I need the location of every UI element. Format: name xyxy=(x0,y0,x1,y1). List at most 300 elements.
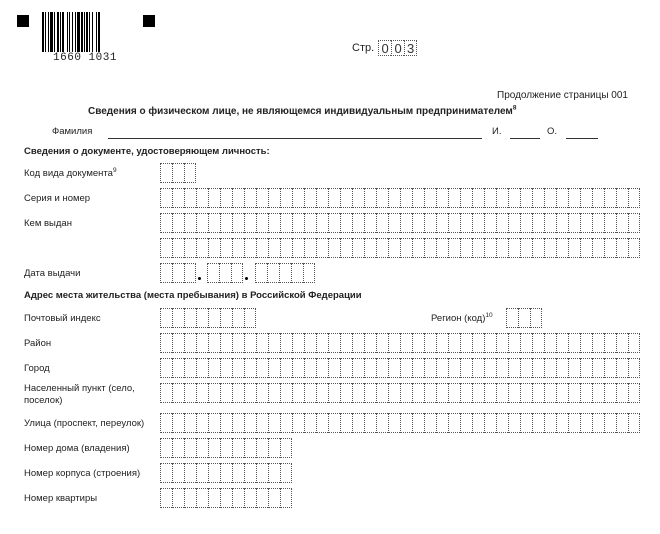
input-cell[interactable] xyxy=(220,438,232,458)
input-cell[interactable] xyxy=(184,463,196,483)
input-cell[interactable] xyxy=(460,213,472,233)
input-cell[interactable] xyxy=(568,358,580,378)
postal-code-cells[interactable] xyxy=(160,308,256,328)
house-cells[interactable] xyxy=(160,438,292,458)
input-cell[interactable] xyxy=(292,383,304,403)
input-cell[interactable] xyxy=(376,333,388,353)
input-cell[interactable] xyxy=(184,213,196,233)
input-cell[interactable] xyxy=(292,358,304,378)
input-cell[interactable] xyxy=(520,238,532,258)
input-cell[interactable] xyxy=(484,358,496,378)
series-number-cells[interactable] xyxy=(160,188,640,208)
input-cell[interactable] xyxy=(256,333,268,353)
input-cell[interactable] xyxy=(280,238,292,258)
input-cell[interactable] xyxy=(388,333,400,353)
input-cell[interactable] xyxy=(244,488,256,508)
input-cell[interactable] xyxy=(568,413,580,433)
input-cell[interactable] xyxy=(280,213,292,233)
patronymic-initial-field[interactable] xyxy=(566,138,598,139)
input-cell[interactable] xyxy=(400,383,412,403)
input-cell[interactable] xyxy=(580,383,592,403)
input-cell[interactable] xyxy=(304,238,316,258)
input-cell[interactable] xyxy=(436,333,448,353)
input-cell[interactable] xyxy=(496,333,508,353)
building-cells[interactable] xyxy=(160,463,292,483)
input-cell[interactable] xyxy=(316,358,328,378)
input-cell[interactable] xyxy=(364,413,376,433)
input-cell[interactable] xyxy=(436,238,448,258)
input-cell[interactable] xyxy=(172,188,184,208)
input-cell[interactable] xyxy=(628,383,640,403)
input-cell[interactable] xyxy=(292,333,304,353)
input-cell[interactable] xyxy=(220,188,232,208)
input-cell[interactable] xyxy=(592,333,604,353)
input-cell[interactable] xyxy=(436,413,448,433)
input-cell[interactable] xyxy=(328,413,340,433)
input-cell[interactable] xyxy=(340,413,352,433)
input-cell[interactable] xyxy=(280,438,292,458)
input-cell[interactable] xyxy=(604,383,616,403)
input-cell[interactable] xyxy=(376,413,388,433)
input-cell[interactable] xyxy=(160,438,172,458)
input-cell[interactable] xyxy=(208,413,220,433)
input-cell[interactable] xyxy=(616,358,628,378)
issued-by-cells-line2[interactable] xyxy=(160,238,640,258)
input-cell[interactable] xyxy=(352,213,364,233)
input-cell[interactable] xyxy=(196,488,208,508)
input-cell[interactable] xyxy=(232,238,244,258)
input-cell[interactable] xyxy=(556,238,568,258)
input-cell[interactable] xyxy=(160,188,172,208)
input-cell[interactable] xyxy=(412,213,424,233)
input-cell[interactable] xyxy=(208,358,220,378)
input-cell[interactable] xyxy=(328,188,340,208)
input-cell[interactable] xyxy=(388,358,400,378)
input-cell[interactable] xyxy=(628,238,640,258)
input-cell[interactable] xyxy=(328,213,340,233)
input-cell[interactable] xyxy=(532,383,544,403)
input-cell[interactable] xyxy=(518,308,530,328)
input-cell[interactable] xyxy=(208,383,220,403)
input-cell[interactable] xyxy=(268,188,280,208)
input-cell[interactable] xyxy=(388,238,400,258)
input-cell[interactable] xyxy=(412,238,424,258)
input-cell[interactable] xyxy=(436,383,448,403)
input-cell[interactable] xyxy=(160,213,172,233)
input-cell[interactable] xyxy=(231,263,243,283)
input-cell[interactable] xyxy=(592,413,604,433)
input-cell[interactable] xyxy=(352,413,364,433)
input-cell[interactable] xyxy=(160,308,172,328)
input-cell[interactable] xyxy=(352,358,364,378)
input-cell[interactable] xyxy=(448,383,460,403)
input-cell[interactable] xyxy=(172,308,184,328)
input-cell[interactable] xyxy=(364,333,376,353)
input-cell[interactable] xyxy=(232,413,244,433)
input-cell[interactable] xyxy=(340,188,352,208)
input-cell[interactable] xyxy=(544,238,556,258)
input-cell[interactable] xyxy=(412,333,424,353)
input-cell[interactable] xyxy=(172,163,184,183)
input-cell[interactable] xyxy=(279,263,291,283)
input-cell[interactable] xyxy=(328,238,340,258)
input-cell[interactable] xyxy=(172,413,184,433)
input-cell[interactable] xyxy=(172,488,184,508)
input-cell[interactable] xyxy=(530,308,542,328)
input-cell[interactable] xyxy=(580,213,592,233)
input-cell[interactable] xyxy=(184,333,196,353)
input-cell[interactable] xyxy=(328,383,340,403)
input-cell[interactable] xyxy=(184,263,196,283)
input-cell[interactable] xyxy=(316,333,328,353)
input-cell[interactable] xyxy=(604,333,616,353)
input-cell[interactable] xyxy=(280,383,292,403)
input-cell[interactable] xyxy=(304,188,316,208)
input-cell[interactable] xyxy=(448,413,460,433)
input-cell[interactable] xyxy=(292,238,304,258)
input-cell[interactable] xyxy=(508,383,520,403)
input-cell[interactable] xyxy=(328,333,340,353)
input-cell[interactable] xyxy=(580,333,592,353)
input-cell[interactable] xyxy=(496,238,508,258)
city-cells[interactable] xyxy=(160,358,640,378)
input-cell[interactable] xyxy=(472,358,484,378)
input-cell[interactable] xyxy=(616,413,628,433)
doc-type-cells[interactable] xyxy=(160,163,196,183)
input-cell[interactable] xyxy=(616,333,628,353)
input-cell[interactable] xyxy=(208,463,220,483)
district-cells[interactable] xyxy=(160,333,640,353)
input-cell[interactable] xyxy=(196,383,208,403)
input-cell[interactable] xyxy=(376,213,388,233)
input-cell[interactable] xyxy=(388,383,400,403)
input-cell[interactable] xyxy=(472,188,484,208)
input-cell[interactable] xyxy=(472,413,484,433)
input-cell[interactable] xyxy=(412,188,424,208)
input-cell[interactable] xyxy=(556,333,568,353)
input-cell[interactable] xyxy=(340,213,352,233)
input-cell[interactable] xyxy=(628,358,640,378)
input-cell[interactable] xyxy=(291,263,303,283)
input-cell[interactable] xyxy=(472,238,484,258)
input-cell[interactable] xyxy=(220,488,232,508)
input-cell[interactable] xyxy=(280,413,292,433)
input-cell[interactable] xyxy=(496,413,508,433)
input-cell[interactable] xyxy=(316,383,328,403)
input-cell[interactable] xyxy=(340,238,352,258)
input-cell[interactable] xyxy=(196,213,208,233)
input-cell[interactable] xyxy=(460,383,472,403)
input-cell[interactable] xyxy=(616,238,628,258)
input-cell[interactable] xyxy=(268,238,280,258)
input-cell[interactable] xyxy=(364,358,376,378)
input-cell[interactable] xyxy=(160,163,172,183)
input-cell[interactable] xyxy=(364,238,376,258)
input-cell[interactable] xyxy=(592,238,604,258)
input-cell[interactable] xyxy=(256,238,268,258)
input-cell[interactable] xyxy=(388,413,400,433)
input-cell[interactable] xyxy=(196,413,208,433)
input-cell[interactable] xyxy=(292,413,304,433)
input-cell[interactable] xyxy=(172,263,184,283)
apartment-cells[interactable] xyxy=(160,488,292,508)
input-cell[interactable] xyxy=(568,238,580,258)
input-cell[interactable] xyxy=(340,358,352,378)
input-cell[interactable] xyxy=(160,463,172,483)
input-cell[interactable] xyxy=(544,188,556,208)
input-cell[interactable] xyxy=(316,413,328,433)
input-cell[interactable] xyxy=(220,383,232,403)
input-cell[interactable] xyxy=(400,238,412,258)
input-cell[interactable] xyxy=(400,413,412,433)
input-cell[interactable] xyxy=(280,463,292,483)
input-cell[interactable] xyxy=(232,463,244,483)
input-cell[interactable] xyxy=(172,463,184,483)
input-cell[interactable] xyxy=(436,188,448,208)
input-cell[interactable] xyxy=(604,188,616,208)
input-cell[interactable] xyxy=(208,213,220,233)
issue-month-cells[interactable] xyxy=(207,263,243,283)
input-cell[interactable] xyxy=(244,438,256,458)
input-cell[interactable] xyxy=(424,413,436,433)
input-cell[interactable] xyxy=(220,213,232,233)
input-cell[interactable] xyxy=(256,358,268,378)
input-cell[interactable] xyxy=(448,238,460,258)
input-cell[interactable] xyxy=(303,263,315,283)
input-cell[interactable] xyxy=(256,188,268,208)
input-cell[interactable] xyxy=(160,383,172,403)
input-cell[interactable] xyxy=(472,213,484,233)
input-cell[interactable] xyxy=(520,413,532,433)
input-cell[interactable] xyxy=(616,188,628,208)
input-cell[interactable] xyxy=(196,308,208,328)
input-cell[interactable] xyxy=(172,213,184,233)
input-cell[interactable] xyxy=(208,438,220,458)
input-cell[interactable] xyxy=(460,333,472,353)
issue-year-cells[interactable] xyxy=(255,263,315,283)
input-cell[interactable] xyxy=(520,383,532,403)
input-cell[interactable] xyxy=(220,308,232,328)
input-cell[interactable] xyxy=(532,358,544,378)
input-cell[interactable] xyxy=(388,213,400,233)
input-cell[interactable] xyxy=(196,333,208,353)
input-cell[interactable] xyxy=(256,488,268,508)
input-cell[interactable] xyxy=(256,213,268,233)
input-cell[interactable] xyxy=(448,333,460,353)
input-cell[interactable] xyxy=(616,213,628,233)
input-cell[interactable] xyxy=(256,463,268,483)
input-cell[interactable] xyxy=(532,213,544,233)
input-cell[interactable] xyxy=(244,213,256,233)
input-cell[interactable] xyxy=(268,383,280,403)
input-cell[interactable] xyxy=(268,463,280,483)
input-cell[interactable] xyxy=(219,263,231,283)
input-cell[interactable] xyxy=(508,188,520,208)
input-cell[interactable] xyxy=(184,238,196,258)
input-cell[interactable] xyxy=(208,308,220,328)
input-cell[interactable] xyxy=(244,383,256,403)
input-cell[interactable] xyxy=(268,213,280,233)
input-cell[interactable] xyxy=(460,238,472,258)
input-cell[interactable] xyxy=(208,488,220,508)
input-cell[interactable] xyxy=(184,383,196,403)
input-cell[interactable] xyxy=(412,413,424,433)
input-cell[interactable] xyxy=(232,358,244,378)
input-cell[interactable] xyxy=(460,413,472,433)
input-cell[interactable] xyxy=(520,188,532,208)
input-cell[interactable] xyxy=(484,413,496,433)
input-cell[interactable] xyxy=(268,488,280,508)
input-cell[interactable] xyxy=(280,188,292,208)
input-cell[interactable] xyxy=(220,463,232,483)
input-cell[interactable] xyxy=(508,413,520,433)
input-cell[interactable] xyxy=(412,383,424,403)
input-cell[interactable] xyxy=(556,358,568,378)
input-cell[interactable] xyxy=(220,238,232,258)
input-cell[interactable] xyxy=(280,488,292,508)
input-cell[interactable] xyxy=(364,188,376,208)
input-cell[interactable] xyxy=(544,333,556,353)
input-cell[interactable] xyxy=(172,438,184,458)
input-cell[interactable] xyxy=(184,438,196,458)
name-initial-field[interactable] xyxy=(510,138,540,139)
input-cell[interactable] xyxy=(268,413,280,433)
input-cell[interactable] xyxy=(436,213,448,233)
input-cell[interactable] xyxy=(244,238,256,258)
input-cell[interactable] xyxy=(506,308,518,328)
input-cell[interactable] xyxy=(352,188,364,208)
input-cell[interactable] xyxy=(160,238,172,258)
issued-by-cells-line1[interactable] xyxy=(160,213,640,233)
input-cell[interactable] xyxy=(544,358,556,378)
input-cell[interactable] xyxy=(184,488,196,508)
input-cell[interactable] xyxy=(244,413,256,433)
input-cell[interactable] xyxy=(316,238,328,258)
input-cell[interactable] xyxy=(280,333,292,353)
input-cell[interactable] xyxy=(412,358,424,378)
input-cell[interactable] xyxy=(448,188,460,208)
input-cell[interactable] xyxy=(580,188,592,208)
input-cell[interactable] xyxy=(400,188,412,208)
input-cell[interactable] xyxy=(424,213,436,233)
input-cell[interactable] xyxy=(220,358,232,378)
input-cell[interactable] xyxy=(508,238,520,258)
input-cell[interactable] xyxy=(304,383,316,403)
input-cell[interactable] xyxy=(340,333,352,353)
input-cell[interactable] xyxy=(460,358,472,378)
input-cell[interactable] xyxy=(556,213,568,233)
input-cell[interactable] xyxy=(208,188,220,208)
input-cell[interactable] xyxy=(208,238,220,258)
input-cell[interactable] xyxy=(496,358,508,378)
input-cell[interactable] xyxy=(580,413,592,433)
input-cell[interactable] xyxy=(244,463,256,483)
input-cell[interactable] xyxy=(160,358,172,378)
input-cell[interactable] xyxy=(568,383,580,403)
input-cell[interactable] xyxy=(232,333,244,353)
input-cell[interactable] xyxy=(400,358,412,378)
input-cell[interactable] xyxy=(244,188,256,208)
input-cell[interactable] xyxy=(376,383,388,403)
input-cell[interactable] xyxy=(508,358,520,378)
input-cell[interactable] xyxy=(496,213,508,233)
input-cell[interactable] xyxy=(184,358,196,378)
input-cell[interactable] xyxy=(400,213,412,233)
input-cell[interactable] xyxy=(628,413,640,433)
input-cell[interactable] xyxy=(304,333,316,353)
input-cell[interactable] xyxy=(424,333,436,353)
input-cell[interactable] xyxy=(556,413,568,433)
input-cell[interactable] xyxy=(196,238,208,258)
input-cell[interactable] xyxy=(544,413,556,433)
input-cell[interactable] xyxy=(352,383,364,403)
input-cell[interactable] xyxy=(520,358,532,378)
input-cell[interactable] xyxy=(436,358,448,378)
input-cell[interactable] xyxy=(604,238,616,258)
input-cell[interactable] xyxy=(172,333,184,353)
input-cell[interactable] xyxy=(304,213,316,233)
input-cell[interactable] xyxy=(496,383,508,403)
input-cell[interactable] xyxy=(184,308,196,328)
input-cell[interactable] xyxy=(364,383,376,403)
input-cell[interactable] xyxy=(220,333,232,353)
input-cell[interactable] xyxy=(268,358,280,378)
input-cell[interactable] xyxy=(508,333,520,353)
input-cell[interactable] xyxy=(472,333,484,353)
input-cell[interactable] xyxy=(604,413,616,433)
input-cell[interactable] xyxy=(508,213,520,233)
input-cell[interactable] xyxy=(424,358,436,378)
input-cell[interactable] xyxy=(532,333,544,353)
input-cell[interactable] xyxy=(184,188,196,208)
input-cell[interactable] xyxy=(160,333,172,353)
input-cell[interactable] xyxy=(388,188,400,208)
input-cell[interactable] xyxy=(208,333,220,353)
input-cell[interactable] xyxy=(316,188,328,208)
input-cell[interactable] xyxy=(460,188,472,208)
input-cell[interactable] xyxy=(196,463,208,483)
input-cell[interactable] xyxy=(556,188,568,208)
input-cell[interactable] xyxy=(532,188,544,208)
input-cell[interactable] xyxy=(160,263,172,283)
input-cell[interactable] xyxy=(448,213,460,233)
input-cell[interactable] xyxy=(280,358,292,378)
input-cell[interactable] xyxy=(172,383,184,403)
input-cell[interactable] xyxy=(184,413,196,433)
input-cell[interactable] xyxy=(160,488,172,508)
input-cell[interactable] xyxy=(532,413,544,433)
input-cell[interactable] xyxy=(616,383,628,403)
input-cell[interactable] xyxy=(352,238,364,258)
input-cell[interactable] xyxy=(292,213,304,233)
input-cell[interactable] xyxy=(244,333,256,353)
input-cell[interactable] xyxy=(196,358,208,378)
input-cell[interactable] xyxy=(364,213,376,233)
input-cell[interactable] xyxy=(568,333,580,353)
input-cell[interactable] xyxy=(376,188,388,208)
locality-cells[interactable] xyxy=(160,383,640,403)
input-cell[interactable] xyxy=(232,308,244,328)
input-cell[interactable] xyxy=(376,358,388,378)
input-cell[interactable] xyxy=(184,163,196,183)
input-cell[interactable] xyxy=(484,383,496,403)
input-cell[interactable] xyxy=(484,213,496,233)
input-cell[interactable] xyxy=(172,238,184,258)
input-cell[interactable] xyxy=(568,188,580,208)
input-cell[interactable] xyxy=(340,383,352,403)
input-cell[interactable] xyxy=(400,333,412,353)
input-cell[interactable] xyxy=(580,238,592,258)
